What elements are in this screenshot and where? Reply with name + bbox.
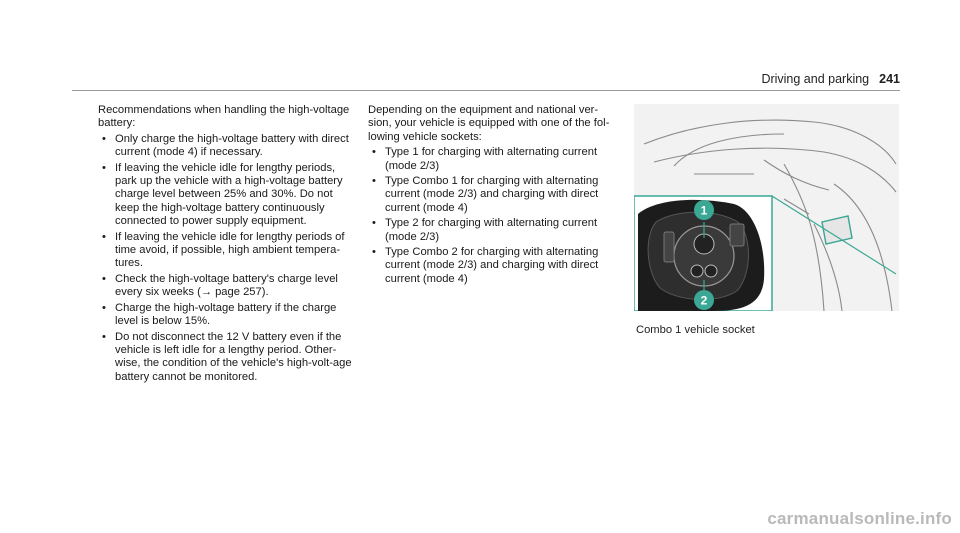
bullet-icon: • <box>372 175 376 188</box>
bullet-icon: • <box>372 246 376 259</box>
left-bullet-list <box>98 133 353 384</box>
middle-column <box>368 104 618 288</box>
middle-bullet-list <box>368 146 618 286</box>
watermark: carmanualsonline.info <box>767 509 952 528</box>
bullet-icon: • <box>102 301 106 314</box>
header-rule <box>72 90 900 91</box>
car-socket-drawing <box>634 104 899 311</box>
list-item: • Do not disconnect the 12 V battery even if the vehicle is left idle for a lengthy period. Other-wise, the condition of the vehicle's high-volt-age battery cannot be monitored. <box>102 330 352 383</box>
svg-text:2: 2 <box>700 293 708 308</box>
list-item <box>98 273 353 300</box>
bullet-icon: • <box>102 132 106 145</box>
list-item: • Type Combo 1 for charging with alternating current (mode 2/3) and charging with direct current (mode 4) <box>372 175 599 214</box>
list-item: • If leaving the vehicle idle for lengthy periods, park up the vehicle with a high-voltage battery charge level between 25% and 30%. Do not keep the high-voltage battery continuously connected to power supply equipment. <box>102 161 343 228</box>
middle-intro: Depending on the equipment and national ver-sion, your vehicle is equipped with one of the fol-lowing vehicle sockets: <box>368 104 610 143</box>
left-intro: Recommendations when handling the high-voltage battery: <box>98 104 350 130</box>
bullet-icon: • <box>102 230 106 243</box>
left-column <box>98 104 353 386</box>
list-item: • Type 2 for charging with alternating current (mode 2/3) <box>372 217 598 243</box>
list-item: • Charge the high-voltage battery if the charge level is below 15%. <box>102 301 337 328</box>
socket-illustration <box>634 104 899 311</box>
svg-text:1: 1 <box>700 203 708 218</box>
figure-caption: Combo 1 vehicle socket <box>636 324 755 336</box>
callout-2 <box>694 290 714 310</box>
page-header <box>761 72 900 86</box>
list-item: • If leaving the vehicle idle for lengthy periods of time avoid, if possible, high ambient tempera-tures. <box>102 230 345 270</box>
section-title: Driving and parking <box>761 72 870 86</box>
bullet-icon: • <box>372 217 376 230</box>
list-item: • Type 1 for charging with alternating current (mode 2/3) <box>372 146 598 172</box>
bullet-icon: • <box>102 272 106 285</box>
leader-line <box>772 196 896 274</box>
page-reference-link[interactable]: Check the high-voltage battery's charge level every six weeks (→ page 257). <box>115 272 338 299</box>
page-number: 241 <box>879 72 900 86</box>
list-item: • Only charge the high-voltage battery with direct current (mode 4) if necessary. <box>102 132 349 159</box>
bullet-icon: • <box>102 330 106 343</box>
bullet-icon: • <box>372 146 376 159</box>
list-item: • Type Combo 2 for charging with alternating current (mode 2/3) and charging with direct current (mode 4) <box>372 246 599 285</box>
bullet-icon: • <box>102 161 106 174</box>
callout-1 <box>694 200 714 220</box>
